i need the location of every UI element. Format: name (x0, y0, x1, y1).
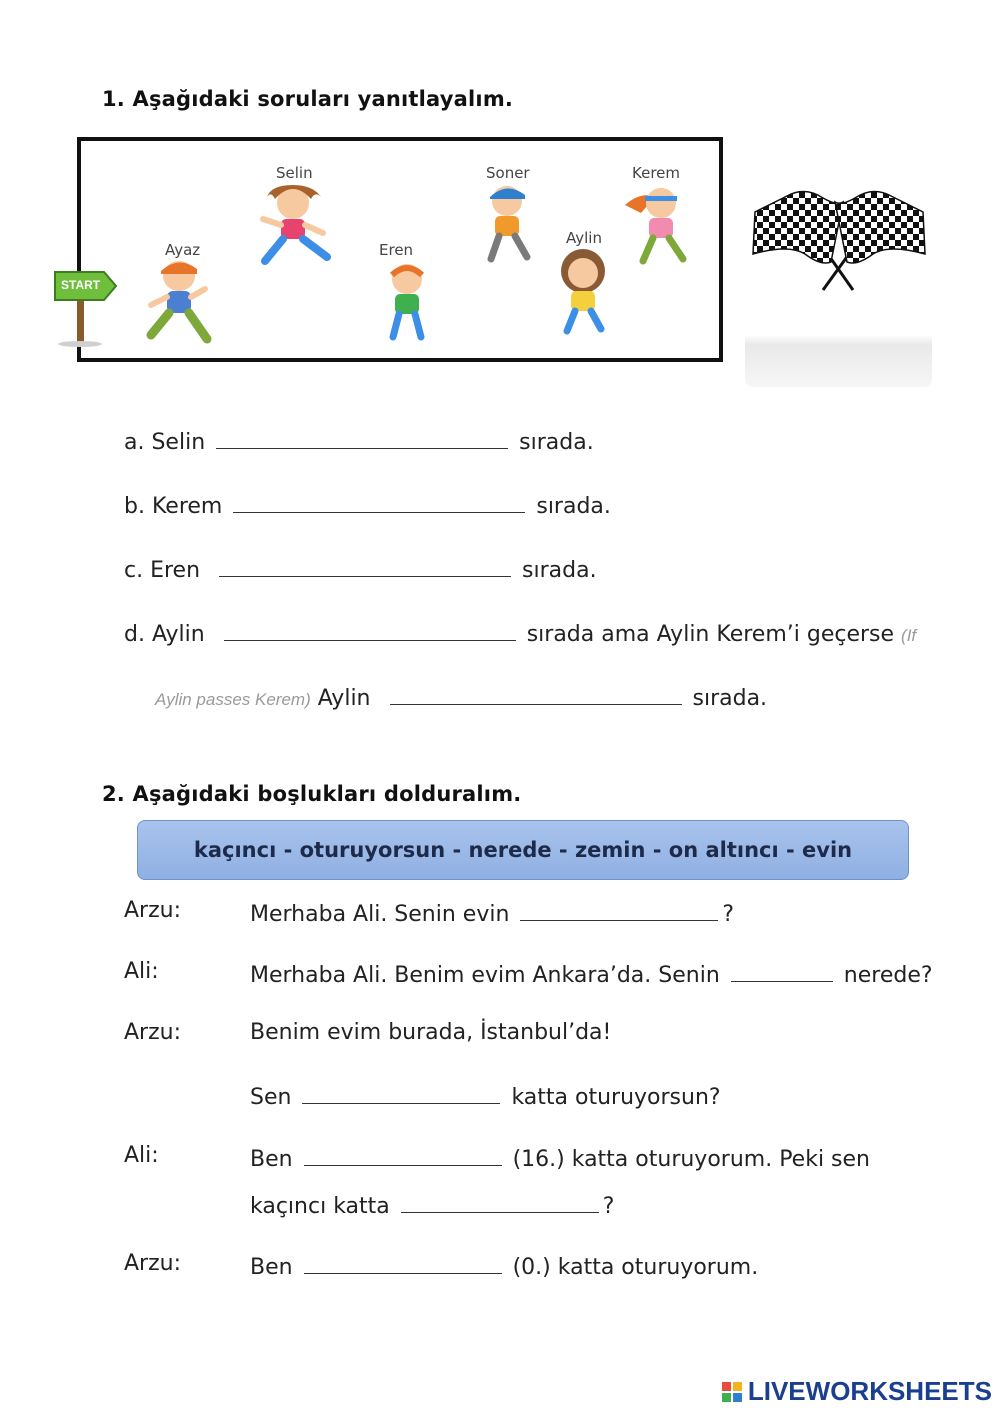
kid-name-eren: Eren (379, 241, 414, 259)
dialogue-blank-6[interactable] (304, 1251, 502, 1274)
question-a (124, 426, 594, 455)
kid-name-ayaz: Ayaz (165, 241, 201, 259)
question-d (124, 618, 916, 647)
dialogue-line-5 (250, 1143, 870, 1172)
dialogue-line-7-text: Ben (250, 1255, 293, 1280)
kid-name-aylin: Aylin (566, 229, 602, 247)
dialogue-line-1 (250, 898, 734, 927)
liveworksheets-logo (721, 1376, 992, 1407)
kerem-runner-illustration (621, 183, 693, 268)
dialogue-line-2 (250, 959, 933, 988)
dialogue-line-2-text: Merhaba Ali. Benim evim Ankara’da. Senin (250, 963, 720, 988)
dialogue-line-1-text: Merhaba Ali. Senin evin (250, 902, 510, 927)
answer-blank-b[interactable] (233, 490, 525, 513)
dialogue-line-3: Benim evim burada, İstanbul’da! (250, 1020, 612, 1045)
dialogue-line-7-end: (0.) katta oturuyorum. (512, 1255, 759, 1280)
eren-runner-illustration (377, 261, 437, 341)
dialogue-speaker-2: Ali: (124, 959, 159, 984)
dialogue-blank-4[interactable] (304, 1143, 502, 1166)
dialogue-blank-1[interactable] (520, 898, 718, 921)
dialogue-blank-5[interactable] (401, 1190, 599, 1213)
ayaz-runner-illustration (145, 259, 217, 344)
soner-runner-illustration (477, 183, 539, 265)
question-d-prefix2: Aylin (317, 686, 371, 711)
start-sign-label: START (61, 278, 101, 292)
dialogue-line-1-end: ? (722, 902, 735, 927)
finish-flags-panel (745, 150, 932, 387)
dialogue-blank-3[interactable] (302, 1081, 500, 1104)
answer-blank-d1[interactable] (224, 618, 516, 641)
kid-name-selin: Selin (276, 164, 313, 182)
dialogue-line-4-text: Sen (250, 1085, 292, 1110)
dialogue-line-5-text: Ben (250, 1147, 293, 1172)
question-d-hint-2: Aylin passes Kerem) (155, 690, 311, 709)
dialogue-line-6 (250, 1190, 614, 1219)
logo-mark-icon (721, 1381, 745, 1403)
answer-blank-c[interactable] (219, 554, 511, 577)
dialogue-line-5-end: (16.) katta oturuyorum. Peki sen (512, 1147, 870, 1172)
question-d-hint-1: (If (901, 626, 917, 645)
dialogue-speaker-5: Ali: (124, 1143, 159, 1168)
word-bank: kaçıncı - oturuyorsun - nerede - zemin - on altıncı - evin (137, 820, 909, 880)
dialogue-speaker-1: Arzu: (124, 898, 181, 923)
start-sign (52, 268, 122, 348)
answer-blank-d2[interactable] (390, 682, 682, 705)
selin-runner-illustration (253, 183, 335, 268)
question-b-prefix: b. Kerem (124, 494, 223, 519)
dialogue-line-7 (250, 1251, 758, 1280)
dialogue-line-2-end: nerede? (843, 963, 933, 988)
dialogue-speaker-7: Arzu: (124, 1251, 181, 1276)
question-b-suffix: sırada. (536, 494, 611, 519)
answer-blank-a[interactable] (216, 426, 508, 449)
aylin-runner-illustration (551, 247, 615, 335)
race-illustration (77, 137, 723, 362)
question-d-continued (155, 682, 767, 711)
logo-text: LIVEWORKSHEETS (747, 1376, 992, 1406)
question-c (124, 554, 597, 583)
question-a-prefix: a. Selin (124, 430, 206, 455)
kid-name-kerem: Kerem (632, 164, 680, 182)
question-c-suffix: sırada. (522, 558, 597, 583)
question-d-suffix: sırada ama Aylin Kerem’i geçerse (526, 622, 895, 647)
dialogue-speaker-3: Arzu: (124, 1020, 181, 1045)
question-d-prefix: d. Aylin (124, 622, 205, 647)
dialogue-line-6-text: kaçıncı katta (250, 1194, 390, 1219)
dialogue-line-4 (250, 1081, 721, 1110)
dialogue-line-6-end: ? (602, 1194, 615, 1219)
question-a-suffix: sırada. (519, 430, 594, 455)
section1-heading: 1. Aşağıdaki soruları yanıtlayalım. (102, 87, 514, 111)
checkered-flags-icon (745, 150, 932, 320)
question-b (124, 490, 611, 519)
question-d-suffix2: sırada. (692, 686, 768, 711)
section2-heading: 2. Aşağıdaki boşlukları dolduralım. (102, 782, 522, 806)
dialogue-line-4-end: katta oturuyorsun? (511, 1085, 721, 1110)
dialogue-blank-2[interactable] (731, 959, 833, 982)
question-c-prefix: c. Eren (124, 558, 201, 583)
kid-name-soner: Soner (486, 164, 530, 182)
